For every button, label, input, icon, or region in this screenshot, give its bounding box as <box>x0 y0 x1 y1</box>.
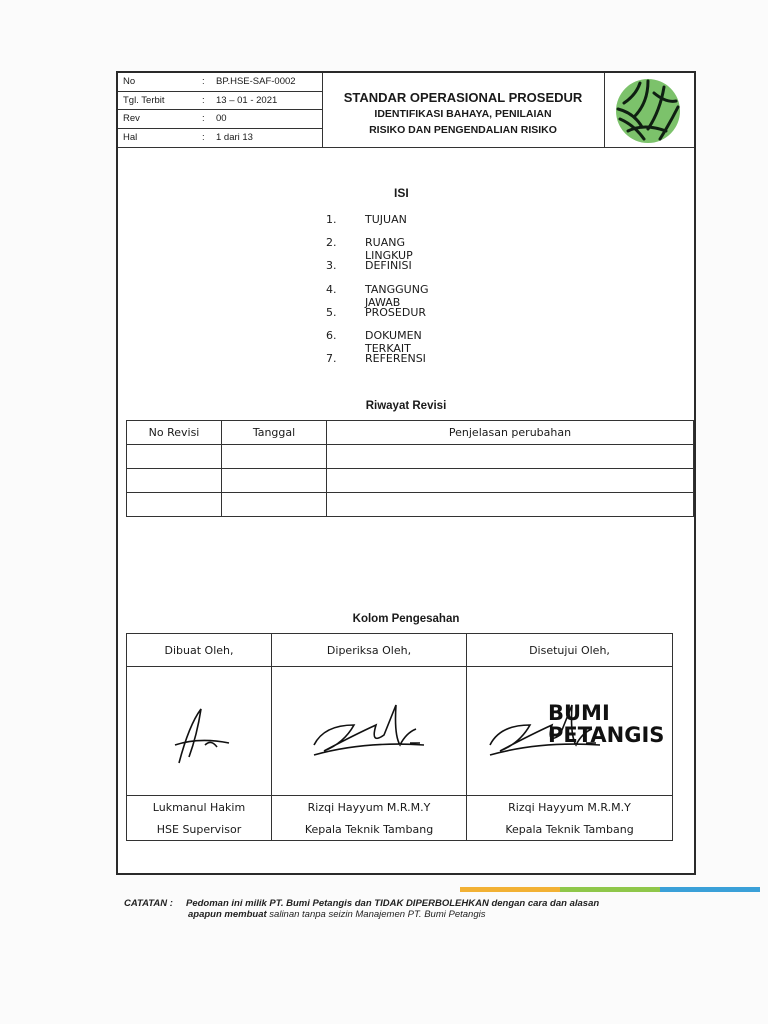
approver-role: HSE Supervisor <box>127 818 272 841</box>
company-stamp <box>548 702 664 746</box>
approver-role: Kepala Teknik Tambang <box>467 818 673 841</box>
signature-cell-checker <box>272 667 467 796</box>
title-line-2: IDENTIFIKASI BAHAYA, PENILAIAN <box>374 108 552 120</box>
approver-role-row <box>127 818 673 841</box>
item-number: 2. <box>326 236 337 250</box>
meta-value: 1 dari 13 <box>216 131 253 143</box>
item-number: 6. <box>326 328 337 342</box>
approver-name-row <box>127 796 673 819</box>
title-line-3: RISIKO DAN PENGENDALIAN RISIKO <box>369 124 557 136</box>
approver-role: Kepala Teknik Tambang <box>272 818 467 841</box>
table-cell <box>327 469 694 493</box>
table-cell <box>327 493 694 517</box>
document-frame <box>116 71 696 875</box>
item-label: REFERENSI <box>365 352 426 366</box>
item-number: 7. <box>326 352 337 366</box>
footer-line-1: Pedoman ini milik PT. Bumi Petangis dan TIDAK DIPERBOLEHKAN dengan cara dan alasan <box>186 898 600 909</box>
item-label: PROSEDUR <box>365 305 427 319</box>
meta-value: 13 – 01 - 2021 <box>216 94 278 106</box>
approver-name: Rizqi Hayyum M.R.M.Y <box>467 796 673 819</box>
table-cell <box>222 493 327 517</box>
meta-row-page <box>118 129 322 148</box>
column-header: No Revisi <box>127 421 222 445</box>
footer-note <box>124 898 599 920</box>
table-cell <box>127 493 222 517</box>
meta-separator: : <box>202 76 205 87</box>
item-label: TUJUAN <box>365 213 407 226</box>
footer-label: CATATAN : <box>124 898 173 909</box>
meta-separator: : <box>202 113 205 124</box>
item-label: DEFINISI <box>365 259 412 273</box>
document-title <box>322 73 605 147</box>
signature-image <box>139 685 259 775</box>
item-number: 5. <box>326 305 337 319</box>
item-number: 3. <box>326 259 337 273</box>
meta-separator: : <box>202 94 205 106</box>
table-row <box>127 445 694 469</box>
revision-history-title: Riwayat Revisi <box>365 400 447 412</box>
item-label: RUANG LINGKUP <box>365 236 413 263</box>
footer-line-2: salinan tanpa seizin Manajemen PT. Bumi Petangis <box>266 909 486 920</box>
table-cell <box>127 445 222 469</box>
stamp-line-1: BUMI <box>548 701 610 725</box>
meta-row-rev <box>118 110 322 129</box>
footer-color-strip <box>460 887 760 892</box>
document-header <box>118 73 694 148</box>
approval-heading: Dibuat Oleh, <box>127 634 272 667</box>
bumi-petangis-logo-icon <box>604 73 694 147</box>
signature-image <box>284 685 454 775</box>
document-meta-table <box>118 73 323 147</box>
approval-header-row <box>127 634 673 667</box>
approval-title: Kolom Pengesahan <box>352 613 460 625</box>
title-line-1: STANDAR OPERASIONAL PROSEDUR <box>343 90 583 105</box>
table-cell <box>222 445 327 469</box>
item-label: TANGGUNG JAWAB <box>365 282 429 309</box>
meta-row-date <box>118 92 322 111</box>
table-row <box>127 493 694 517</box>
approval-heading: Disetujui Oleh, <box>467 634 673 667</box>
approval-heading: Diperiksa Oleh, <box>272 634 467 667</box>
table-row <box>127 469 694 493</box>
meta-key: Rev <box>123 113 140 124</box>
meta-key: No <box>123 76 136 87</box>
approver-name: Rizqi Hayyum M.R.M.Y <box>272 796 467 819</box>
meta-key: Tgl. Terbit <box>123 94 165 106</box>
revision-history-table <box>126 420 694 517</box>
meta-separator: : <box>202 131 205 143</box>
column-header: Tanggal <box>222 421 327 445</box>
column-header: Penjelasan perubahan <box>327 421 694 445</box>
signature-cell-creator <box>127 667 272 796</box>
table-cell <box>222 469 327 493</box>
footer-line-2-bold: apapun membuat <box>188 909 267 920</box>
meta-key: Hal <box>123 131 138 143</box>
table-cell <box>127 469 222 493</box>
table-cell <box>327 445 694 469</box>
approver-name: Lukmanul Hakim <box>127 796 272 819</box>
item-number: 1. <box>326 213 337 226</box>
table-header-row <box>127 421 694 445</box>
meta-value: BP.HSE-SAF-0002 <box>216 76 296 87</box>
stamp-line-2: PETANGIS <box>548 723 665 747</box>
meta-value: 00 <box>216 113 227 124</box>
contents-heading: ISI <box>394 186 409 200</box>
item-label: DOKUMEN TERKAIT <box>365 328 422 355</box>
item-number: 4. <box>326 282 337 296</box>
meta-row-no <box>118 73 322 92</box>
